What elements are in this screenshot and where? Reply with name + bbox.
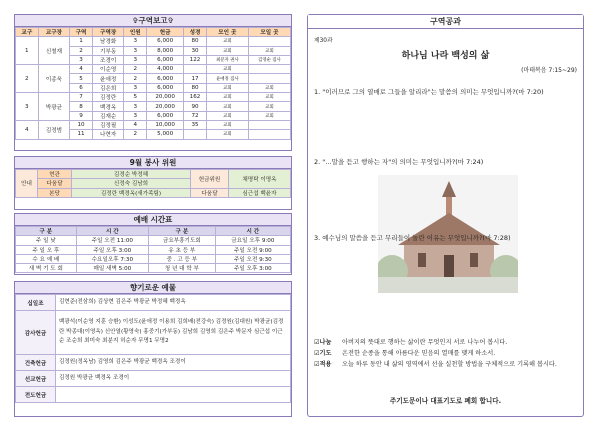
- report-cell: 교회: [206, 120, 248, 129]
- report-cell: 이순영: [92, 65, 124, 74]
- service-cell: 주일 오전 9:30: [215, 254, 290, 263]
- volunteer-title: 9월 봉사 위원: [15, 157, 291, 169]
- report-cell: 2: [124, 74, 147, 83]
- report-cell: 30: [184, 46, 207, 55]
- report-cell: 6,000: [147, 55, 184, 64]
- report-cell: 5,000: [147, 130, 184, 139]
- report-cell: 교회: [206, 37, 248, 46]
- sanctuary-names: 김정란 백경옥(새가족팀): [72, 188, 191, 197]
- table-row: [16, 264, 291, 273]
- service-column-header: 시 간: [76, 227, 148, 236]
- report-cell: 김재순: [92, 111, 124, 120]
- entrance-label: 현관: [38, 170, 72, 179]
- service-cell: 금요일 오후 9:00: [215, 236, 290, 245]
- report-cell: 나현자: [92, 130, 124, 139]
- report-cell: 6,000: [147, 37, 184, 46]
- report-cell: 백경옥: [92, 102, 124, 111]
- report-cell: [248, 37, 290, 46]
- service-cell: 새 벽 기 도 회: [16, 264, 77, 273]
- report-header-row: [16, 28, 291, 37]
- report-cell: 4: [124, 120, 147, 129]
- report-cell: 교회: [248, 83, 290, 92]
- report-column-header: 구역: [70, 28, 93, 37]
- study-panel: [307, 14, 584, 417]
- volunteer-table: [15, 169, 291, 198]
- report-cell: 90: [184, 102, 207, 111]
- service-column-header: 시 간: [215, 227, 290, 236]
- offering-names: 김정원(정옥남) 김영희 김은주 박광균 백경옥 조경이: [56, 355, 291, 371]
- table-row: [16, 311, 291, 355]
- offering-names: 김정원 박광균 백경옥 조경이: [56, 371, 291, 387]
- report-cell: 5: [70, 74, 93, 83]
- table-row: [16, 120, 291, 129]
- report-cell: 10: [70, 120, 93, 129]
- district-report-title: ✞구역보고✞: [15, 15, 291, 27]
- table-row: [16, 236, 291, 245]
- district-report-table: [15, 27, 291, 140]
- report-cell: 2: [124, 65, 147, 74]
- report-column-header: 인원: [124, 28, 147, 37]
- service-cell: 주일 오전 11:00: [76, 236, 148, 245]
- report-column-header: 모인 곳: [206, 28, 248, 37]
- offering-names: 백광석(이순영 지훈 승환) 이성도(윤애정 이용희 김희배(전강숙) 김정원(김대원) 박광균(김정란 박종대(이영옥) 신안열(황영숙) 홍중기(가부동) 김남희 김영희 김은주 박문자 심근섭 이근순 조순희 최미숙 최분지 허순자 무명1 무명2: [56, 311, 291, 355]
- parish-leader: 이종욱: [38, 65, 70, 93]
- report-cell: 김정필: [92, 120, 124, 129]
- report-cell: 20,000: [147, 102, 184, 111]
- service-cell: 주일 오전 9:00: [215, 245, 290, 254]
- report-column-header: 교구: [16, 28, 39, 37]
- report-cell: 7: [70, 93, 93, 102]
- offering-type: 감사헌금: [16, 311, 56, 355]
- table-row: [16, 355, 291, 371]
- question-1: 1. "이러므로 그의 열매로 그들을 알리라"는 말씀의 의미는 무엇입니까?(마 7:20): [314, 88, 544, 96]
- table-row: [16, 37, 291, 46]
- report-cell: 교회: [206, 111, 248, 120]
- report-cell: 교회: [206, 65, 248, 74]
- report-cell: 4,000: [147, 65, 184, 74]
- application-text: 온전한 순종을 통해 아름다운 믿음의 열매를 맺게 하소서.: [342, 350, 496, 357]
- report-cell: 최분자 권사: [206, 55, 248, 64]
- application-item: [314, 339, 577, 347]
- service-panel: [14, 213, 292, 275]
- report-cell: 4: [70, 65, 93, 74]
- lesson-reference: (마태복음 7:15~29): [521, 67, 577, 74]
- offering-committee-label: 헌금위원: [191, 170, 229, 189]
- application-text: 아버지의 뜻대로 행하는 삶이란 무엇인지 서로 나누어 봅시다.: [342, 339, 508, 346]
- report-cell: [184, 130, 207, 139]
- report-cell: 80: [184, 83, 207, 92]
- service-cell: 금요부흥기도회: [149, 236, 216, 245]
- report-cell: 3: [124, 46, 147, 55]
- report-cell: 3: [70, 55, 93, 64]
- report-cell: 교회: [248, 93, 290, 102]
- offering-names: [56, 387, 291, 403]
- report-cell: 윤애정: [92, 74, 124, 83]
- service-cell: 주 일 낮: [16, 236, 77, 245]
- table-row: [16, 65, 291, 74]
- report-cell: 17: [184, 74, 207, 83]
- service-cell: 청 년 대 학 부: [149, 264, 216, 273]
- application-label: ☑적용: [314, 361, 332, 368]
- report-cell: 교회: [248, 111, 290, 120]
- offering-names: 김현준(전삼희) 김상현 김은주 박광균 박정혜 백경옥: [56, 295, 291, 311]
- application-label: ☑나눔: [314, 339, 332, 346]
- parish-number: 1: [16, 37, 39, 65]
- report-column-header: 헌금: [147, 28, 184, 37]
- sanctuary-label: 본당: [38, 188, 72, 197]
- report-cell: 조경이: [92, 55, 124, 64]
- service-cell: 유 초 등 부: [149, 245, 216, 254]
- dadamdal-label: 다움달: [38, 179, 72, 188]
- lesson-subject: 하나님 나라 백성의 삶: [401, 51, 490, 61]
- table-row: [16, 245, 291, 254]
- table-row: [16, 254, 291, 263]
- offering-type: 전도헌금: [16, 387, 56, 403]
- offering-table: [15, 294, 291, 403]
- report-cell: 3: [124, 83, 147, 92]
- offering-type: 십일조: [16, 295, 56, 311]
- parish-leader: 신철재: [38, 37, 70, 65]
- dadamdal2-names: 심근섭 백윤자: [229, 188, 291, 197]
- guide-label: 안내: [16, 170, 38, 198]
- entrance-names: 김경순 박정혜: [72, 170, 191, 179]
- report-cell: 122: [184, 55, 207, 64]
- offering-type: 건축헌금: [16, 355, 56, 371]
- report-cell: 162: [184, 93, 207, 102]
- parish-number: 4: [16, 120, 39, 139]
- report-cell: [248, 130, 290, 139]
- offering-committee-names: 채명탁 이명옥: [229, 170, 291, 189]
- report-cell: 교회: [206, 83, 248, 92]
- table-row: [16, 371, 291, 387]
- application-item: [314, 361, 577, 369]
- service-column-header: 구 분: [16, 227, 77, 236]
- report-cell: 3: [124, 55, 147, 64]
- offering-type: 선교헌금: [16, 371, 56, 387]
- question-2: 2. "…말을 듣고 행하는 자"의 의미는 무엇입니까?(마 7:24): [314, 158, 484, 166]
- dadamdal2-label: 다움달: [191, 188, 229, 197]
- report-cell: 교회: [248, 46, 290, 55]
- service-cell: 매일 새벽 5:00: [76, 264, 148, 273]
- report-cell: 김은희: [92, 83, 124, 92]
- table-row: [16, 295, 291, 311]
- lesson-number: 제30과: [314, 38, 333, 44]
- dadamdal-names: 신정숙 김남희: [72, 179, 191, 188]
- report-cell: 6,000: [147, 83, 184, 92]
- report-cell: 20,000: [147, 93, 184, 102]
- report-cell: 8: [70, 102, 93, 111]
- parish-number: 2: [16, 65, 39, 93]
- report-cell: 3: [124, 111, 147, 120]
- parish-leader: 김정범: [38, 120, 70, 139]
- volunteer-panel: [14, 156, 292, 210]
- report-cell: [184, 65, 207, 74]
- report-cell: [248, 120, 290, 129]
- service-cell: 수요일오후 7:30: [76, 254, 148, 263]
- parish-number: 3: [16, 93, 39, 121]
- report-cell: 8,000: [147, 46, 184, 55]
- service-cell: 주일 오후 3:00: [76, 245, 148, 254]
- report-cell: 2: [70, 46, 93, 55]
- report-cell: [248, 65, 290, 74]
- report-column-header: 구역장: [92, 28, 124, 37]
- report-cell: 35: [184, 120, 207, 129]
- report-cell: 1: [70, 37, 93, 46]
- report-cell: 교회: [206, 46, 248, 55]
- application-label: ☑기도: [314, 350, 332, 357]
- report-cell: 교회: [248, 102, 290, 111]
- table-row: [16, 93, 291, 102]
- study-title: 구역공과: [308, 15, 583, 29]
- service-cell: 주 일 오 후: [16, 245, 77, 254]
- question-3: 3. 예수님의 말씀을 듣고 무리들이 놀란 이유는 무엇입니까?(마 7:28): [314, 234, 511, 242]
- application-text: 오늘 하루 동안 내 삶의 영역에서 선을 실천할 방법을 구체적으로 기록해 봅시다.: [342, 361, 557, 368]
- report-cell: 교회: [206, 102, 248, 111]
- district-report-panel: [14, 14, 292, 151]
- report-cell: 기부동: [92, 46, 124, 55]
- report-cell: 6,000: [147, 111, 184, 120]
- offering-panel: [14, 281, 292, 417]
- report-cell: 10,000: [147, 120, 184, 129]
- report-cell: 5: [124, 93, 147, 102]
- report-column-header: 성경: [184, 28, 207, 37]
- report-cell: 김정란: [92, 93, 124, 102]
- report-cell: 80: [184, 37, 207, 46]
- service-header-row: [16, 227, 291, 236]
- service-table: [15, 226, 291, 273]
- offering-title: 향기로운 예물: [15, 282, 291, 294]
- service-cell: 수 요 예 배: [16, 254, 77, 263]
- closing-note: 주기도문이나 대표기도로 폐회 합니다.: [389, 397, 502, 405]
- report-column-header: 교구장: [38, 28, 70, 37]
- report-cell: 3: [124, 102, 147, 111]
- service-column-header: 구 분: [149, 227, 216, 236]
- application-item: [314, 350, 577, 358]
- report-cell: 남경화: [92, 37, 124, 46]
- report-cell: [248, 74, 290, 83]
- parish-leader: 박광균: [38, 93, 70, 121]
- table-row: [16, 387, 291, 403]
- report-cell: 윤애정 집사: [206, 74, 248, 83]
- report-cell: 교회: [206, 130, 248, 139]
- service-title: 예배 시간표: [15, 214, 291, 226]
- service-cell: 주일 오후 3:00: [215, 264, 290, 273]
- report-cell: 6: [70, 83, 93, 92]
- report-cell: 72: [184, 111, 207, 120]
- service-cell: 중 . 고 등 부: [149, 254, 216, 263]
- application-section: [314, 339, 577, 372]
- report-cell: 9: [70, 111, 93, 120]
- report-cell: 2: [124, 130, 147, 139]
- report-column-header: 모일 곳: [248, 28, 290, 37]
- report-cell: 김영순 집사: [248, 55, 290, 64]
- report-cell: 3: [124, 37, 147, 46]
- report-cell: 교회: [206, 93, 248, 102]
- report-cell: 11: [70, 130, 93, 139]
- report-cell: 6,000: [147, 74, 184, 83]
